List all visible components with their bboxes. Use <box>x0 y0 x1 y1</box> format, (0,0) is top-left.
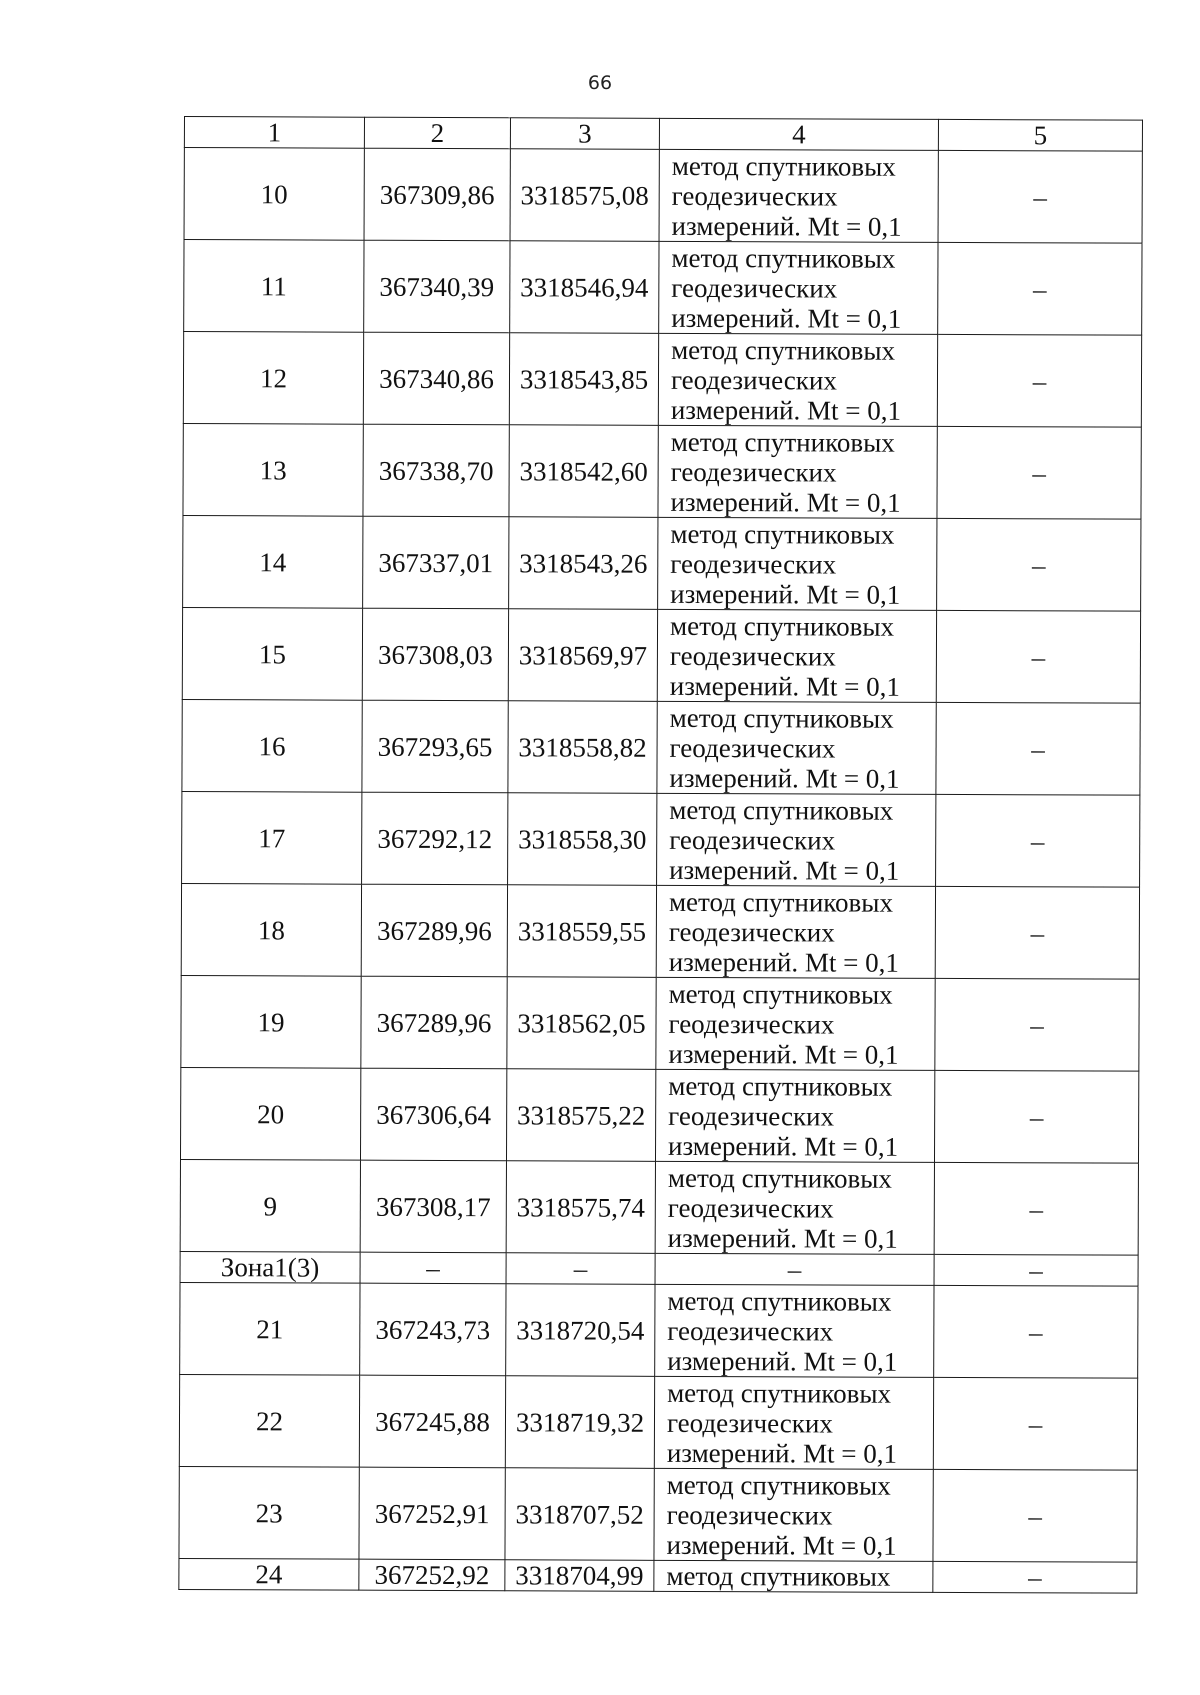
zone-row <box>180 1251 1138 1286</box>
method-line: метод спутниковых <box>668 1070 893 1102</box>
column-number-row <box>184 117 1142 152</box>
method-cell <box>658 425 937 518</box>
x-coordinate-cell: 367309,86 <box>364 148 510 241</box>
table-row <box>181 975 1139 1071</box>
method-line: геодезических <box>670 364 837 396</box>
table-row <box>182 791 1140 887</box>
point-number-cell: 11 <box>184 240 364 333</box>
coordinates-table-wrapper <box>178 116 1142 1594</box>
note-cell: – <box>933 1561 1137 1593</box>
x-coordinate-cell: 367243,73 <box>360 1283 506 1376</box>
method-cell <box>657 793 936 886</box>
method-cell <box>654 1560 933 1592</box>
note-cell: – <box>937 334 1141 427</box>
method-cell <box>657 609 936 702</box>
method-line: метод спутниковых <box>667 1162 892 1194</box>
note-cell: – <box>938 150 1142 243</box>
note-cell: – <box>934 1162 1138 1255</box>
method-line: геодезических <box>666 1499 833 1531</box>
method-cell <box>658 517 937 610</box>
method-line: геодезических <box>667 1315 834 1347</box>
point-number-cell: 22 <box>179 1374 359 1467</box>
note-cell: – <box>935 978 1139 1071</box>
method-line: геодезических <box>668 1100 835 1132</box>
method-cell <box>655 1069 934 1162</box>
method-line: метод спутниковых <box>668 978 893 1010</box>
table-row <box>180 1282 1138 1378</box>
method-line: геодезических <box>671 272 838 304</box>
point-number-cell: 18 <box>181 883 361 976</box>
y-coordinate-cell: 3318575,22 <box>506 1069 655 1162</box>
x-coordinate-cell: 367340,39 <box>364 240 510 333</box>
method-line: геодезических <box>670 456 837 488</box>
x-coordinate-cell: – <box>360 1252 506 1284</box>
table-row <box>180 1159 1138 1255</box>
y-coordinate-cell: 3318719,32 <box>505 1376 654 1469</box>
table-row <box>179 1466 1137 1562</box>
method-line: геодезических <box>668 916 835 948</box>
method-line: метод спутниковых <box>671 334 896 366</box>
y-coordinate-cell: 3318569,97 <box>508 609 657 702</box>
point-number-cell: 13 <box>183 423 363 516</box>
method-line: метод спутниковых <box>668 886 894 918</box>
y-coordinate-cell: 3318558,82 <box>508 701 657 794</box>
note-cell: – <box>934 1285 1138 1378</box>
note-cell: – <box>936 702 1140 795</box>
method-line: геодезических <box>666 1407 833 1439</box>
y-coordinate-cell: – <box>506 1253 655 1285</box>
note-cell: – <box>937 426 1141 519</box>
method-cell <box>657 701 936 794</box>
y-coordinate-cell: 3318707,52 <box>505 1468 654 1561</box>
method-cell <box>656 885 935 978</box>
method-line: измерений. Mt = 0,1 <box>668 1038 899 1070</box>
method-line: метод спутниковых <box>666 1560 891 1592</box>
note-cell: – <box>936 794 1140 887</box>
point-number-cell: 21 <box>180 1282 360 1375</box>
point-number-cell: 12 <box>183 332 363 425</box>
method-line: измерений. Mt = 0,1 <box>670 486 901 518</box>
x-coordinate-cell: 367308,17 <box>360 1160 506 1253</box>
method-line: измерений. Mt = 0,1 <box>666 1529 897 1561</box>
note-cell: – <box>933 1469 1137 1562</box>
method-line: геодезических <box>669 640 836 672</box>
x-coordinate-cell: 367308,03 <box>362 608 508 701</box>
method-line: геодезических <box>667 1192 834 1224</box>
table-body <box>179 117 1143 1594</box>
note-cell: – <box>937 518 1141 611</box>
note-cell: – <box>936 610 1140 703</box>
x-coordinate-cell: 367337,01 <box>363 516 509 609</box>
method-line: метод спутниковых <box>669 702 894 734</box>
x-coordinate-cell: 367252,92 <box>359 1559 505 1591</box>
method-line: метод спутниковых <box>669 610 895 642</box>
y-coordinate-cell: 3318542,60 <box>509 425 658 518</box>
column-header: 1 <box>184 117 364 149</box>
method-cell <box>659 149 938 242</box>
method-cell <box>655 1253 934 1285</box>
y-coordinate-cell: 3318575,08 <box>510 149 659 242</box>
table-row <box>183 515 1141 611</box>
method-cell <box>655 1284 934 1377</box>
table-row <box>179 1558 1137 1593</box>
method-line: измерений. Mt = 0,1 <box>669 854 900 886</box>
table-row <box>180 1067 1138 1163</box>
table-row <box>183 332 1141 428</box>
x-coordinate-cell: 367293,65 <box>362 700 508 793</box>
method-line: измерений. Mt = 0,1 <box>671 210 902 242</box>
method-line: измерений. Mt = 0,1 <box>668 946 899 978</box>
column-header: 3 <box>510 118 659 150</box>
point-number-cell: 15 <box>182 607 362 700</box>
method-line: геодезических <box>670 548 837 580</box>
method-cell <box>659 241 938 334</box>
point-number-cell: 16 <box>182 699 362 792</box>
method-line: измерений. Mt = 0,1 <box>669 762 900 794</box>
point-number-cell: 24 <box>179 1558 359 1590</box>
y-coordinate-cell: 3318720,54 <box>506 1284 655 1377</box>
y-coordinate-cell: 3318546,94 <box>510 241 659 334</box>
method-line: измерений. Mt = 0,1 <box>671 302 902 334</box>
page-number: 66 <box>587 72 613 94</box>
coordinates-table <box>178 116 1143 1594</box>
table-row <box>179 1374 1137 1470</box>
column-header: 2 <box>364 117 510 149</box>
method-line: измерений. Mt = 0,1 <box>667 1222 898 1254</box>
y-coordinate-cell: 3318562,05 <box>507 977 656 1070</box>
method-line: геодезических <box>669 824 836 856</box>
point-number-cell: 17 <box>182 791 362 884</box>
note-cell: – <box>934 1070 1138 1163</box>
method-cell <box>656 977 935 1070</box>
method-cell <box>654 1468 933 1561</box>
y-coordinate-cell: 3318704,99 <box>505 1560 654 1592</box>
point-number-cell: Зона1(3) <box>180 1251 360 1283</box>
y-coordinate-cell: 3318543,26 <box>509 517 658 610</box>
x-coordinate-cell: 367245,88 <box>359 1375 505 1468</box>
y-coordinate-cell: 3318575,74 <box>506 1161 655 1254</box>
table-row <box>182 699 1140 795</box>
method-line: геодезических <box>671 180 838 212</box>
method-line: – <box>787 1254 802 1285</box>
x-coordinate-cell: 367338,70 <box>363 424 509 517</box>
method-line: измерений. Mt = 0,1 <box>667 1345 898 1377</box>
method-line: измерений. Mt = 0,1 <box>666 1437 898 1469</box>
x-coordinate-cell: 367340,86 <box>363 332 509 425</box>
method-line: метод спутниковых <box>670 518 895 550</box>
point-number-cell: 19 <box>181 975 361 1068</box>
point-number-cell: 23 <box>179 1466 359 1559</box>
note-cell: – <box>938 242 1142 335</box>
table-row <box>181 883 1139 979</box>
note-cell: – <box>935 886 1139 979</box>
x-coordinate-cell: 367289,96 <box>361 976 507 1069</box>
method-line: метод спутниковых <box>667 1377 892 1409</box>
table-row <box>183 423 1141 519</box>
note-cell: – <box>934 1254 1138 1286</box>
method-line: измерений. Mt = 0,1 <box>669 670 900 702</box>
column-header: 5 <box>938 119 1142 151</box>
table-row <box>184 148 1142 244</box>
method-line: метод спутниковых <box>671 150 896 182</box>
method-line: измерений. Mt = 0,1 <box>667 1130 899 1162</box>
method-line: метод спутниковых <box>666 1469 891 1501</box>
x-coordinate-cell: 367289,96 <box>361 884 507 977</box>
y-coordinate-cell: 3318559,55 <box>507 885 656 978</box>
table-row <box>184 240 1142 336</box>
column-header: 4 <box>659 118 938 150</box>
method-line: метод спутниковых <box>671 242 896 274</box>
point-number-cell: 9 <box>180 1159 360 1252</box>
method-line: метод спутниковых <box>667 1285 892 1317</box>
x-coordinate-cell: 367252,91 <box>359 1467 505 1560</box>
method-line: метод спутниковых <box>669 794 894 826</box>
method-cell <box>654 1376 933 1469</box>
method-line: измерений. Mt = 0,1 <box>670 394 902 426</box>
point-number-cell: 20 <box>180 1067 360 1160</box>
table-row <box>182 607 1140 703</box>
method-line: геодезических <box>668 1008 835 1040</box>
point-number-cell: 14 <box>183 515 363 608</box>
method-cell <box>655 1161 934 1254</box>
method-line: измерений. Mt = 0,1 <box>670 578 901 610</box>
method-line: геодезических <box>669 732 836 764</box>
x-coordinate-cell: 367306,64 <box>360 1068 506 1161</box>
note-cell: – <box>933 1377 1137 1470</box>
method-cell <box>658 333 937 426</box>
point-number-cell: 10 <box>184 148 364 241</box>
y-coordinate-cell: 3318558,30 <box>508 793 657 886</box>
y-coordinate-cell: 3318543,85 <box>509 333 658 426</box>
method-line: метод спутниковых <box>670 426 895 458</box>
x-coordinate-cell: 367292,12 <box>362 792 508 885</box>
